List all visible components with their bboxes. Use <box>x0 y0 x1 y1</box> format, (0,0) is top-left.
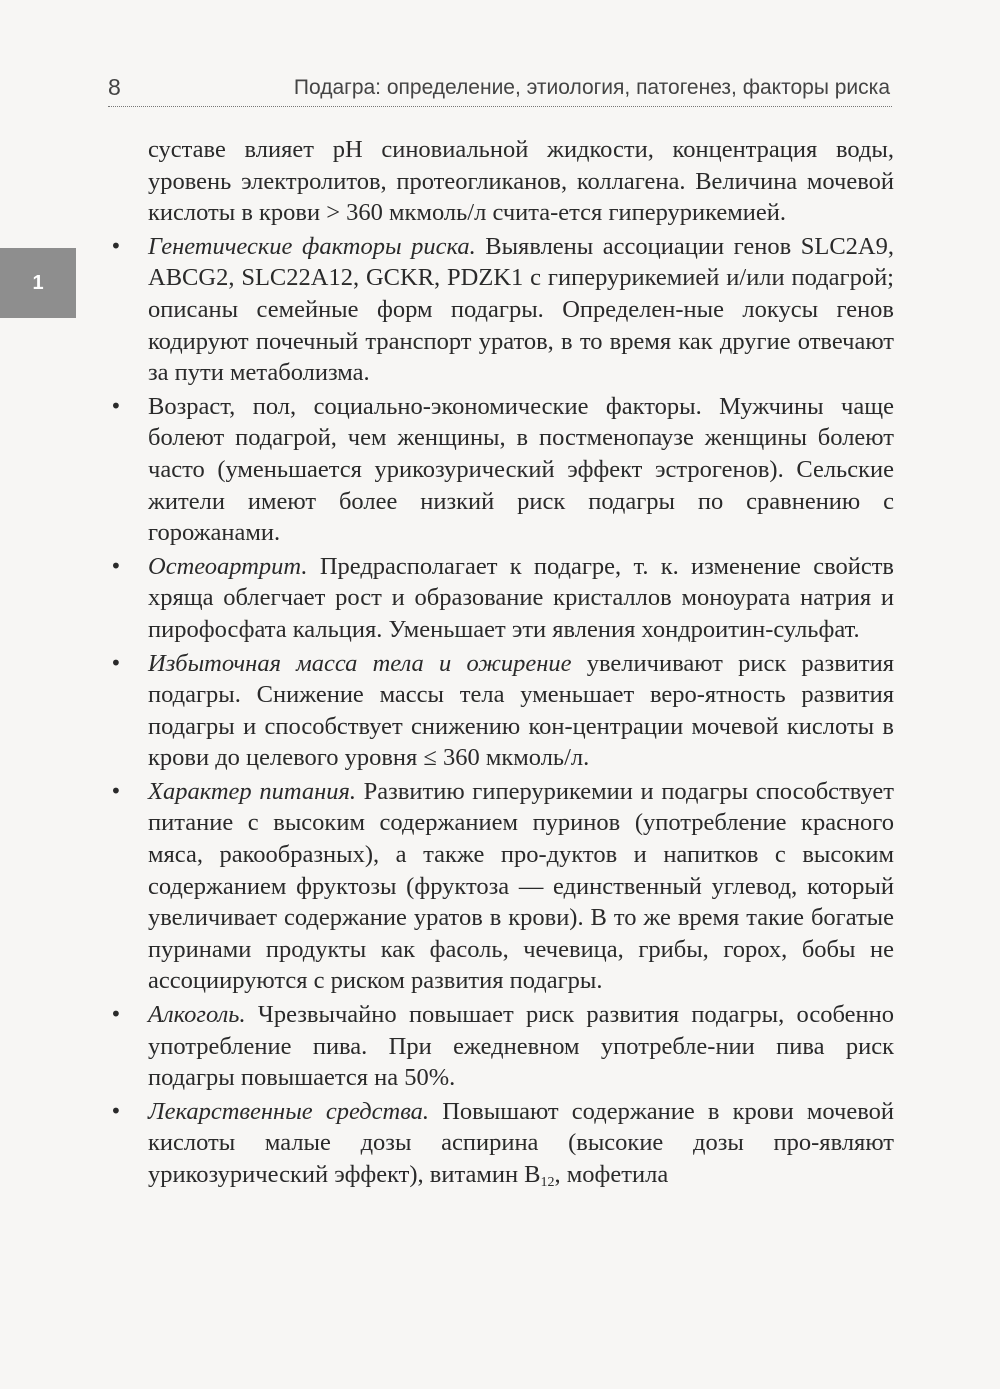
header-divider <box>108 106 892 107</box>
item-text: Повышают содержание в крови мочевой кислоты малые дозы аспирина (высокие дозы про-являют урикозурический эффект), витамин B <box>148 1097 894 1188</box>
item-term: Лекарственные средства. <box>148 1097 430 1125</box>
continuation-paragraph: суставе влияет pH синовиальной жидкости, концентрация воды, уровень электролитов, протеогликанов, коллагена. Величина мочевой кислоты в крови > 360 мкмоль/л счита-ется гиперурикемией. <box>148 136 894 227</box>
item-text: Возраст, пол, социально-экономические факторы. Мужчины чаще болеют подагрой, чем женщины, в постменопаузе женщины болеют часто (уменьшается урикозурический эффект эстрогенов). Сельские жители имеют более низкий риск подагры по сравнению с горожанами. <box>148 392 894 547</box>
list-item <box>108 231 894 389</box>
list-item <box>108 391 894 549</box>
bullet-icon: • <box>110 650 122 675</box>
page-body <box>108 134 894 1191</box>
bullet-icon: • <box>110 553 122 578</box>
item-term: Остеоартрит. <box>148 552 308 580</box>
item-text: увеличивают риск развития подагры. Снижение массы тела уменьшает веро-ятность развития подагры и способствует снижению кон-центрации мочевой кислоты в крови до целевого уровня ≤ 360 мкмоль/л. <box>148 649 894 772</box>
subscript: 12 <box>540 1175 555 1190</box>
list-item <box>108 648 894 774</box>
bullet-icon: • <box>110 1098 122 1123</box>
list-item <box>108 1096 894 1191</box>
running-title: Подагра: определение, этиология, патогенез, факторы риска <box>293 76 890 99</box>
list-item <box>108 999 894 1094</box>
page-number: 8 <box>108 74 121 100</box>
bullet-icon: • <box>110 778 122 803</box>
item-term: Генетические факторы риска. <box>148 232 476 260</box>
item-text: Чрезвычайно повышает риск развития подагры, особенно употребление пива. При ежедневном употребле-нии пива риск подагры повышается на 50%. <box>148 1001 894 1092</box>
risk-factor-list <box>108 231 894 1191</box>
list-item <box>108 776 894 997</box>
item-term: Характер питания. <box>148 777 356 805</box>
bullet-icon: • <box>110 393 122 418</box>
bullet-icon: • <box>110 1002 122 1027</box>
chapter-tab <box>0 248 76 318</box>
item-text: Предрасполагает к подагре, т. к. изменение свойств хряща облегчает рост и образование кристаллов моноурата натрия и пирофосфата кальция. Уменьшает эти явления хондроитин-сульфат. <box>148 552 894 643</box>
item-text-tail: , мофетила <box>554 1161 669 1188</box>
bullet-icon: • <box>110 233 122 258</box>
item-text: Выявлены ассоциации генов SLC2A9, ABCG2, SLC22A12, GCKR, PDZK1 с гиперурикемией и/или подагрой; описаны семейные форм подагры. Определен-ные локусы генов кодируют почечный транспорт уратов, в то время как другие отвечают за пути метаболизма. <box>148 232 894 387</box>
item-text: Развитию гиперурикемии и подагры способствует питание с высоким содержанием пуринов (употребление красного мяса, ракообразных), а также про-дуктов и напитков с высоким содержанием фруктозы (фруктоза — единственный углевод, который увеличивает содержание уратов в крови). В то же время такие богатые пуринами продукты как фасоль, чечевица, грибы, горох, бобы не ассоциируются с риском развития подагры. <box>148 777 894 995</box>
list-item <box>108 551 894 646</box>
item-term: Алкоголь. <box>148 1001 246 1029</box>
chapter-number: 1 <box>32 271 44 294</box>
item-term: Избыточная масса тела и ожирение <box>148 649 572 677</box>
